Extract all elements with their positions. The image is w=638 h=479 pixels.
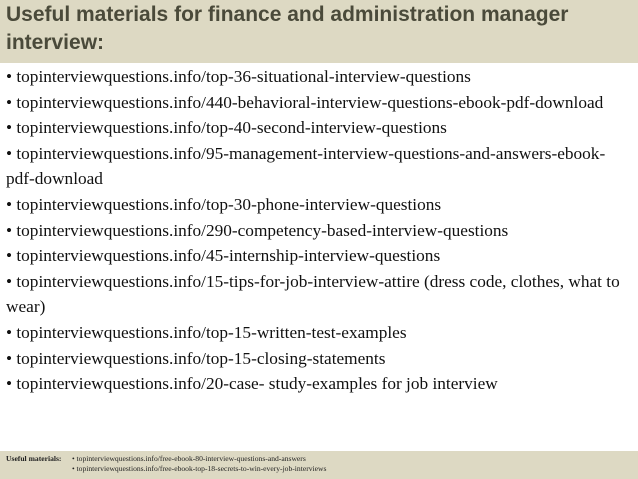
footer-link-1: • topinterviewquestions.info/free-ebook-80-interview-questions-and-answers — [72, 454, 306, 463]
resource-item-1: • topinterviewquestions.info/top-36-situational-interview-questions — [6, 67, 471, 86]
footer-label: Useful materials: — [6, 454, 62, 463]
resource-list — [6, 64, 632, 397]
title-band — [0, 0, 638, 63]
resource-item-11: • topinterviewquestions.info/20-case- study-examples for job interview — [6, 374, 498, 394]
resource-item-2: • topinterviewquestions.info/440-behavioral-interview-questions-ebook-pdf-download — [6, 92, 604, 112]
resource-item-6: • topinterviewquestions.info/290-competency-based-interview-questions — [6, 220, 509, 240]
resource-item-9: • topinterviewquestions.info/top-15-written-test-examples — [6, 322, 407, 342]
resource-item-3: • topinterviewquestions.info/top-40-second-interview-questions — [6, 118, 447, 138]
resource-item-4: • topinterviewquestions.info/95-management-interview-questions-and-answers-ebook-pdf-download — [6, 143, 606, 189]
slide-title: Useful materials for finance and administration manager interview: — [6, 3, 569, 54]
resource-item-5: • topinterviewquestions.info/top-30-phone-interview-questions — [6, 194, 442, 214]
footer-links — [72, 454, 326, 474]
resource-item-8: • topinterviewquestions.info/15-tips-for-job-interview-attire (dress code, clothes, what to wear) — [6, 271, 620, 317]
resource-item-10: • topinterviewquestions.info/top-15-closing-statements — [6, 348, 386, 368]
footer-link-2: • topinterviewquestions.info/free-ebook-top-18-secrets-to-win-every-job-interviews — [72, 464, 327, 473]
resource-item-7: • topinterviewquestions.info/45-internship-interview-questions — [6, 246, 441, 266]
footer-band — [0, 451, 638, 479]
